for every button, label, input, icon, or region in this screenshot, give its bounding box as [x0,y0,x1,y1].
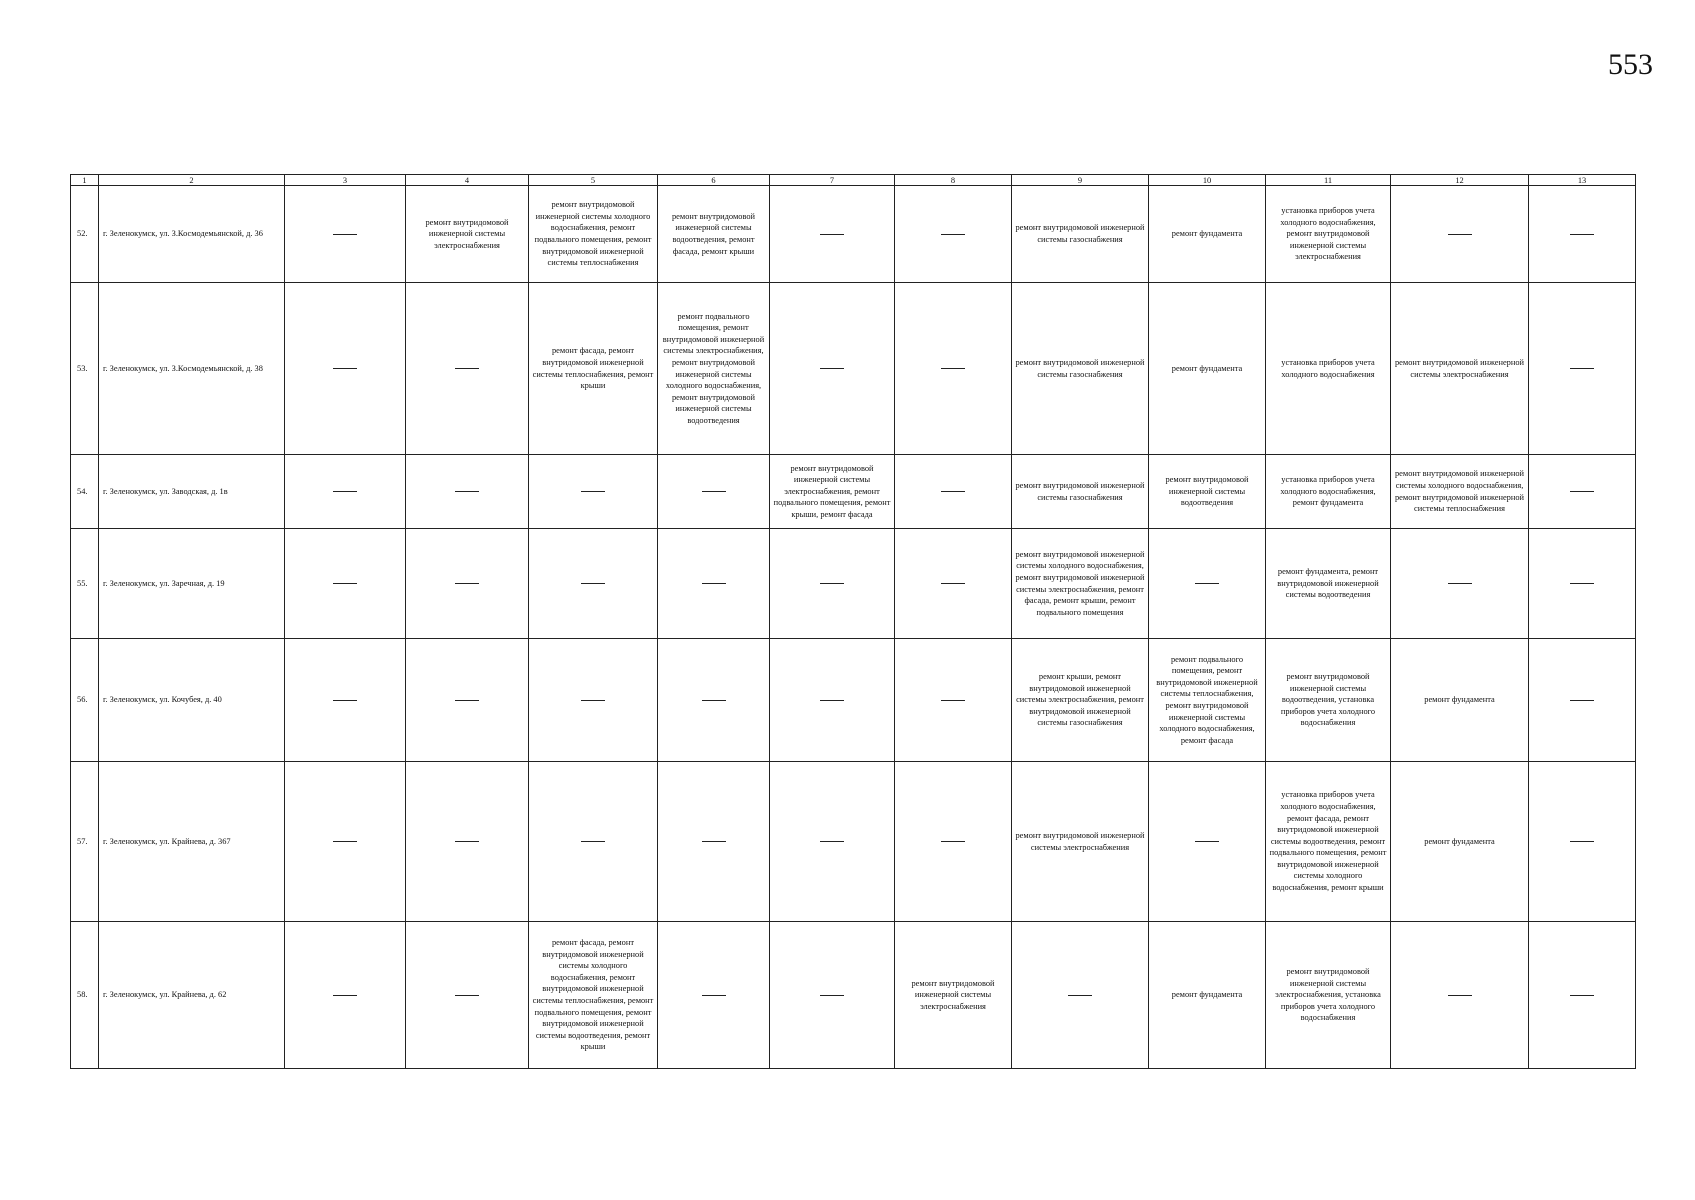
work-cell-col-4 [406,639,529,762]
work-cell-col-12 [1391,529,1529,639]
work-cell-col-9 [1012,922,1149,1069]
work-cell-col-5: ремонт фасада, ремонт внутридомовой инженерной системы холодного водоснабжения, ремонт внутридомовой инженерной системы теплоснабжения, ремонт подвального помещения, ремонт внутридомовой инженерной системы водоотведения, ремонт крыши [529,922,658,1069]
work-cell-col-3 [285,922,406,1069]
dash-mark [820,841,844,842]
work-cell-col-13 [1529,455,1636,529]
work-cell-col-10: ремонт подвального помещения, ремонт внутридомовой инженерной системы теплоснабжения, ремонт внутридомовой инженерной системы холодного водоснабжения, ремонт фасада [1149,639,1266,762]
header-cell: 7 [770,175,895,186]
table-row [71,186,1636,283]
dash-mark [820,368,844,369]
dash-mark [1195,841,1219,842]
dash-mark [820,583,844,584]
work-cell-col-11: ремонт фундамента, ремонт внутридомовой инженерной системы водоотведения [1266,529,1391,639]
work-cell-col-13 [1529,283,1636,455]
work-cell-col-9: ремонт внутридомовой инженерной системы газоснабжения [1012,186,1149,283]
table-row [71,283,1636,455]
dash-mark [702,583,726,584]
address-cell: г. Зеленокумск, ул. З.Космодемьянской, д. 36 [99,186,285,283]
dash-mark [333,491,357,492]
work-cell-col-6 [658,639,770,762]
work-cell-col-11: установка приборов учета холодного водоснабжения [1266,283,1391,455]
dash-mark [702,700,726,701]
header-cell: 1 [71,175,99,186]
row-number-cell: 53. [71,283,99,455]
dash-mark [333,368,357,369]
dash-mark [581,583,605,584]
work-cell-col-6 [658,529,770,639]
table-row [71,455,1636,529]
row-number-cell: 55. [71,529,99,639]
work-cell-col-7 [770,283,895,455]
table-row [71,639,1636,762]
dash-mark [455,368,479,369]
work-cell-col-11: установка приборов учета холодного водоснабжения, ремонт фундамента [1266,455,1391,529]
dash-mark [333,583,357,584]
work-cell-col-3 [285,186,406,283]
work-cell-col-13 [1529,529,1636,639]
row-number-cell: 52. [71,186,99,283]
work-cell-col-6 [658,455,770,529]
dash-mark [820,234,844,235]
header-cell: 4 [406,175,529,186]
dash-mark [455,583,479,584]
work-cell-col-12 [1391,186,1529,283]
dash-mark [455,491,479,492]
work-cell-col-9: ремонт внутридомовой инженерной системы электроснабжения [1012,762,1149,922]
address-cell: г. Зеленокумск, ул. Заводская, д. 1в [99,455,285,529]
work-cell-col-4: ремонт внутридомовой инженерной системы электроснабжения [406,186,529,283]
header-cell: 12 [1391,175,1529,186]
row-number-cell: 57. [71,762,99,922]
dash-mark [1448,583,1472,584]
work-cell-col-11: установка приборов учета холодного водоснабжения, ремонт фасада, ремонт внутридомовой инженерной системы водоотведения, ремонт подвального помещения, ремонт внутридомовой инженерной системы холодного водоснабжения, ремонт крыши [1266,762,1391,922]
dash-mark [1570,700,1594,701]
header-cell: 11 [1266,175,1391,186]
work-cell-col-8 [895,529,1012,639]
work-cell-col-12: ремонт фундамента [1391,639,1529,762]
table-row [71,762,1636,922]
table-row [71,529,1636,639]
dash-mark [1570,841,1594,842]
work-cell-col-12 [1391,922,1529,1069]
work-cell-col-3 [285,639,406,762]
work-cell-col-3 [285,283,406,455]
dash-mark [1570,995,1594,996]
work-cell-col-5: ремонт внутридомовой инженерной системы холодного водоснабжения, ремонт подвального помещения, ремонт внутридомовой инженерной системы теплоснабжения [529,186,658,283]
dash-mark [581,491,605,492]
dash-mark [581,841,605,842]
dash-mark [941,841,965,842]
header-cell: 9 [1012,175,1149,186]
dash-mark [455,841,479,842]
work-cell-col-8 [895,283,1012,455]
row-number-cell: 56. [71,639,99,762]
column-number-header [71,175,1636,186]
work-cell-col-10 [1149,762,1266,922]
dash-mark [820,995,844,996]
work-cell-col-6 [658,922,770,1069]
address-cell: г. Зеленокумск, ул. Заречная, д. 19 [99,529,285,639]
work-cell-col-11: установка приборов учета холодного водоснабжения, ремонт внутридомовой инженерной системы электроснабжения [1266,186,1391,283]
header-cell: 6 [658,175,770,186]
work-cell-col-10: ремонт фундамента [1149,283,1266,455]
work-cell-col-6: ремонт подвального помещения, ремонт внутридомовой инженерной системы электроснабжения, ремонт внутридомовой инженерной системы холодного водоснабжения, ремонт внутридомовой инженерной системы водоотведения [658,283,770,455]
dash-mark [455,995,479,996]
work-cell-col-13 [1529,762,1636,922]
dash-mark [455,700,479,701]
work-cell-col-3 [285,762,406,922]
header-cell: 2 [99,175,285,186]
work-cell-col-4 [406,455,529,529]
dash-mark [820,700,844,701]
row-number-cell: 58. [71,922,99,1069]
address-cell: г. Зеленокумск, ул. З.Космодемьянской, д. 38 [99,283,285,455]
work-cell-col-13 [1529,186,1636,283]
dash-mark [1570,234,1594,235]
work-cell-col-9: ремонт внутридомовой инженерной системы холодного водоснабжения, ремонт внутридомовой инженерной системы электроснабжения, ремонт фасада, ремонт крыши, ремонт подвального помещения [1012,529,1149,639]
dash-mark [941,491,965,492]
repair-schedule-table [70,174,1636,1069]
work-cell-col-12: ремонт внутридомовой инженерной системы электроснабжения [1391,283,1529,455]
dash-mark [333,700,357,701]
work-cell-col-12: ремонт фундамента [1391,762,1529,922]
dash-mark [941,700,965,701]
dash-mark [1448,234,1472,235]
work-cell-col-7 [770,922,895,1069]
work-cell-col-7 [770,186,895,283]
work-cell-col-4 [406,283,529,455]
dash-mark [1448,995,1472,996]
header-cell: 10 [1149,175,1266,186]
work-cell-col-10: ремонт фундамента [1149,186,1266,283]
work-cell-col-4 [406,762,529,922]
work-cell-col-11: ремонт внутридомовой инженерной системы электроснабжения, установка приборов учета холодного водоснабжения [1266,922,1391,1069]
dash-mark [941,234,965,235]
dash-mark [1570,583,1594,584]
dash-mark [702,995,726,996]
work-cell-col-8 [895,639,1012,762]
work-cell-col-12: ремонт внутридомовой инженерной системы холодного водоснабжения, ремонт внутридомовой инженерной системы теплоснабжения [1391,455,1529,529]
dash-mark [1068,995,1092,996]
work-cell-col-7 [770,762,895,922]
work-cell-col-7 [770,639,895,762]
dash-mark [1195,583,1219,584]
dash-mark [1570,491,1594,492]
work-cell-col-5 [529,529,658,639]
work-cell-col-5: ремонт фасада, ремонт внутридомовой инженерной системы теплоснабжения, ремонт крыши [529,283,658,455]
work-cell-col-9: ремонт внутридомовой инженерной системы газоснабжения [1012,283,1149,455]
address-cell: г. Зеленокумск, ул. Крайнева, д. 367 [99,762,285,922]
page-number: 553 [1608,48,1653,81]
address-cell: г. Зеленокумск, ул. Кочубея, д. 40 [99,639,285,762]
dash-mark [333,841,357,842]
work-cell-col-7: ремонт внутридомовой инженерной системы электроснабжения, ремонт подвального помещения, ремонт крыши, ремонт фасада [770,455,895,529]
work-cell-col-10: ремонт внутридомовой инженерной системы водоотведения [1149,455,1266,529]
work-cell-col-13 [1529,922,1636,1069]
work-cell-col-3 [285,529,406,639]
address-cell: г. Зеленокумск, ул. Крайнева, д. 62 [99,922,285,1069]
work-cell-col-8 [895,455,1012,529]
work-cell-col-10 [1149,529,1266,639]
work-cell-col-7 [770,529,895,639]
work-cell-col-4 [406,922,529,1069]
work-cell-col-9: ремонт крыши, ремонт внутридомовой инженерной системы электроснабжения, ремонт внутридомовой инженерной системы газоснабжения [1012,639,1149,762]
dash-mark [333,234,357,235]
dash-mark [1570,368,1594,369]
table-row [71,922,1636,1069]
work-cell-col-5 [529,762,658,922]
work-cell-col-6 [658,762,770,922]
header-cell: 8 [895,175,1012,186]
dash-mark [941,368,965,369]
work-cell-col-3 [285,455,406,529]
work-cell-col-8 [895,186,1012,283]
dash-mark [941,583,965,584]
dash-mark [333,995,357,996]
dash-mark [702,491,726,492]
header-cell: 5 [529,175,658,186]
header-cell: 3 [285,175,406,186]
dash-mark [702,841,726,842]
work-cell-col-6: ремонт внутридомовой инженерной системы водоотведения, ремонт фасада, ремонт крыши [658,186,770,283]
work-cell-col-13 [1529,639,1636,762]
header-cell: 13 [1529,175,1636,186]
work-cell-col-5 [529,639,658,762]
work-cell-col-4 [406,529,529,639]
row-number-cell: 54. [71,455,99,529]
work-cell-col-8: ремонт внутридомовой инженерной системы электроснабжения [895,922,1012,1069]
dash-mark [581,700,605,701]
work-cell-col-9: ремонт внутридомовой инженерной системы газоснабжения [1012,455,1149,529]
work-cell-col-5 [529,455,658,529]
work-cell-col-8 [895,762,1012,922]
work-cell-col-11: ремонт внутридомовой инженерной системы водоотведения, установка приборов учета холодного водоснабжения [1266,639,1391,762]
work-cell-col-10: ремонт фундамента [1149,922,1266,1069]
